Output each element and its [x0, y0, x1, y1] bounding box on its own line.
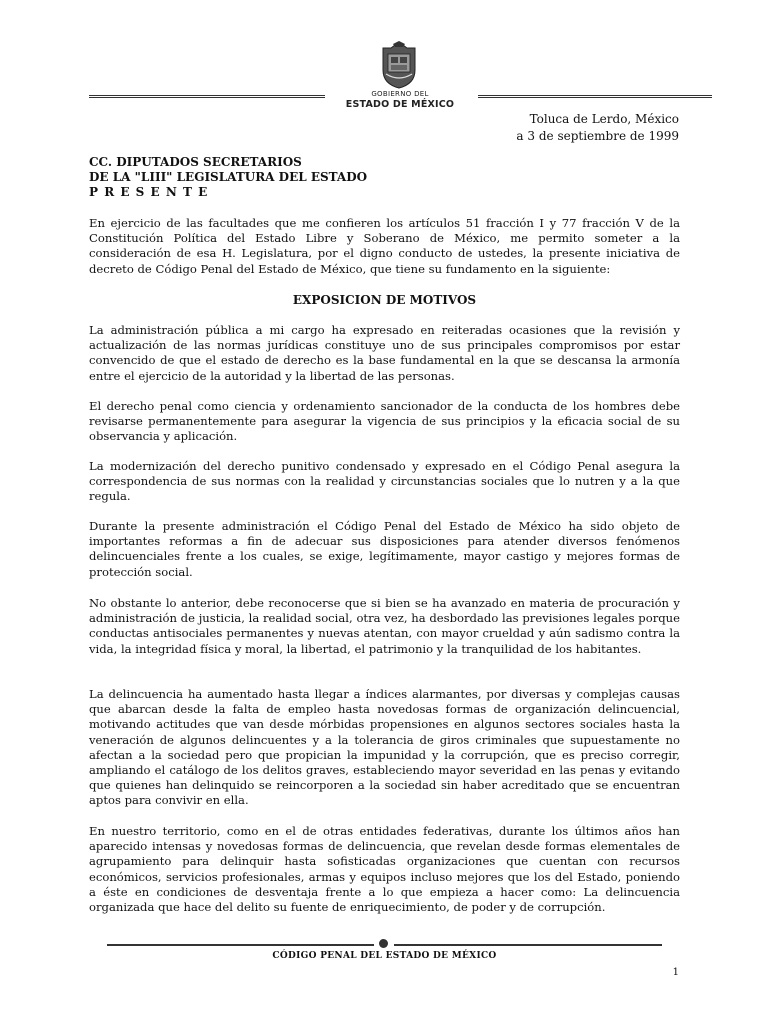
addressee-line: CC. DIPUTADOS SECRETARIOS [89, 155, 302, 169]
state-seal-icon [377, 40, 421, 90]
header-rule-left [89, 95, 325, 98]
footer-rule-left [107, 944, 374, 946]
place-date-block [516, 111, 679, 145]
addressee-line: DE LA "LIII" LEGISLATURA DEL ESTADO [89, 170, 368, 184]
body-paragraph: Durante la presente administración el Código Penal del Estado de México ha sido objeto de importantes reformas a fin de adecuar sus disposiciones para atender diversos fenómenos delincuenciales frente a los cuales, se exige, legítimamente, mayor castigo y mejores formas de protección social. [89, 519, 680, 579]
intro-paragraph: En ejercicio de las facultades que me confieren los artículos 51 fracción I y 77 fracción V de la Constitución Política del Estado Libre y Soberano de México, me permito someter a la consideración de esa H. Legislatura, por el digno conducto de ustedes, la presente iniciativa de decreto de Código Penal del Estado de México, que tiene su fundamento en la siguiente: [89, 216, 680, 276]
header-rule-right [478, 95, 712, 98]
place: Toluca de Lerdo, México [529, 112, 679, 126]
body-paragraph: La administración pública a mi cargo ha expresado en reiteradas ocasiones que la revisión y actualización de las normas jurídicas constituye uno de sus principales compromisos por estar convencido de que el estado de derecho es la base fundamental en la que se descansa la armonía entre el ejercicio de la autoridad y la libertad de las personas. [89, 323, 680, 383]
addressee-block [89, 155, 367, 200]
body-paragraph: El derecho penal como ciencia y ordenamiento sancionador de la conducta de los hombres debe revisarse permanentemente para asegurar la vigencia de sus principios y la eficacia social de su observancia y aplicación. [89, 399, 680, 444]
logo-line-1: GOBIERNO DEL [371, 90, 429, 98]
body-paragraph: No obstante lo anterior, debe reconocerse que si bien se ha avanzado en materia de procuración y administración de justicia, la realidad social, otra vez, ha desbordado las previsiones legales porque conductas antisociales permanentes y nuevas atentan, con mayor crueldad y aún sadismo contra la vida, la integridad física y moral, la libertad, el patrimonio y la tranquilidad de los habitantes. [89, 596, 680, 656]
section-heading: EXPOSICION DE MOTIVOS [292, 293, 477, 307]
footer-rule-right [394, 944, 662, 946]
body-paragraph: En nuestro territorio, como en el de otras entidades federativas, durante los últimos años han aparecido intensas y novedosas formas de delincuencia, que revelan desde formas elementales de agrupamiento para delinquir hasta sofisticadas organizaciones que cuentan con recursos económicos, servicios profesionales, armas y equipos incluso mejores que los del Estado, poniendo a éste en condiciones de desventaja frente a lo que empieza a hacer como: La delincuencia organizada que hace del delito su fuente de enriquecimiento, de poder y de corrupción. [89, 824, 680, 915]
logo-line-2: ESTADO DE MÉXICO [345, 99, 455, 110]
footer-ornament-icon [379, 939, 388, 948]
addressee-line: P R E S E N T E [89, 185, 209, 199]
page-number: 1 [672, 967, 679, 978]
body-paragraph: La delincuencia ha aumentado hasta llegar a índices alarmantes, por diversas y complejas causas que abarcan desde la falta de empleo hasta novedosas formas de organización delincuencial, motivando actitudes que van desde mórbidas propensiones en algunos sectores sociales hasta la veneración de algunos delincuentes y a la tolerancia de giros criminales que supuestamente no afectan a la sociedad pero que propician la impunidad y la corrupción, que es preciso corregir, ampliando el catálogo de los delitos graves, estableciendo mayor severidad en las penas y evitando que quienes han delinquido se reincorporen a la sociedad sin haber acreditado que se encuentran aptos para convivir en ella. [89, 687, 680, 808]
body-paragraph: La modernización del derecho punitivo condensado y expresado en el Código Penal asegura la correspondencia de sus normas con la realidad y circunstancias sociales que lo nutren y a la que regula. [89, 459, 680, 504]
date: a 3 de septiembre de 1999 [516, 129, 679, 143]
footer-title: CÓDIGO PENAL DEL ESTADO DE MÉXICO [272, 951, 497, 961]
